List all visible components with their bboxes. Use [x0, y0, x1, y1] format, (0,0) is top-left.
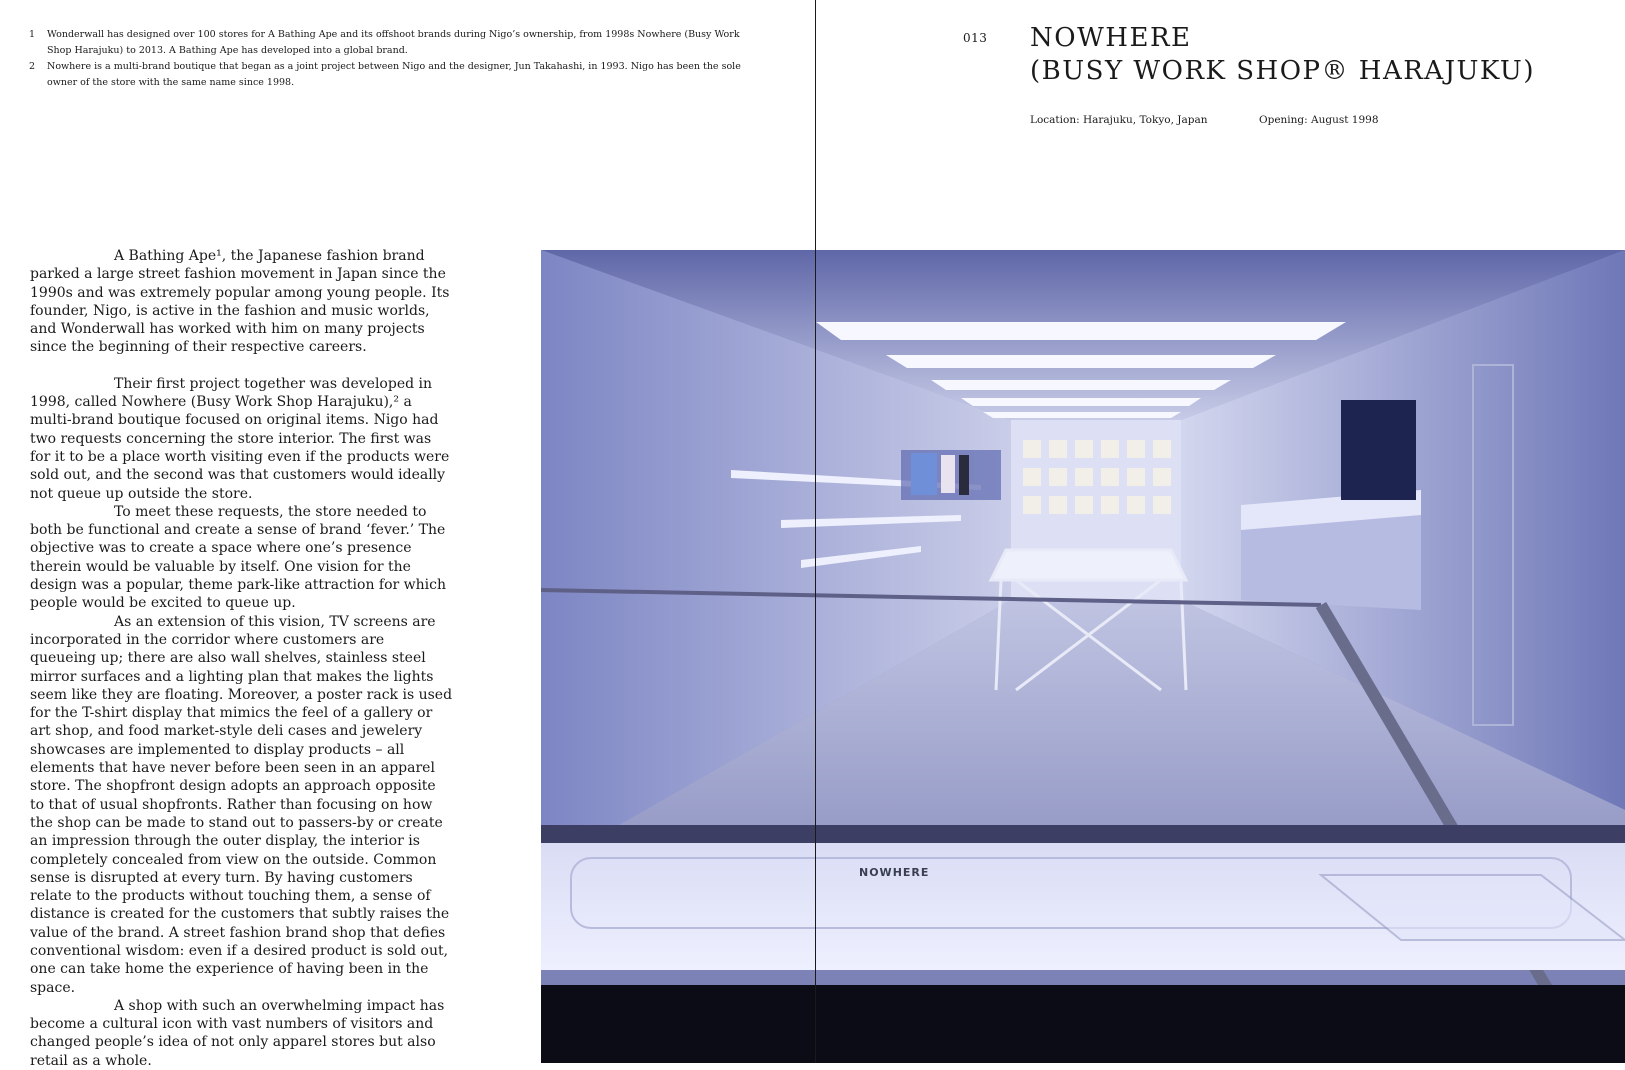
paragraph: To meet these requests, the store needed to both be functional and create a sense of brand ‘fever.’ The objective was to create a space where one’s presence therein would be valuable by itself. One vision for the design was a popular, theme park-like attraction for which people would be excited to queue up. — [30, 503, 446, 612]
footnote-text: Nowhere is a multi-brand boutique that began as a joint project between Nigo and the designer, Jun Takahashi, in 1993. Nigo has been the sole owner of the store with the same name since 1998. — [47, 61, 741, 88]
footnote-text: Wonderwall has designed over 100 stores for A Bathing Ape and its offshoot brands during Nigo’s ownership, from 1998s Nowhere (Busy Work Shop Harajuku) to 2013. A Bathing Ape has developed into a global brand. — [47, 29, 740, 56]
footnote-number: 2 — [29, 61, 36, 72]
paragraph: A Bathing Ape¹, the Japanese fashion brand parked a large street fashion movement in Japan since the 1990s and was extremely popular among young people. Its founder, Nigo, is active in the fashion and music worlds, and Wonderwall has worked with him on many projects since the beginning of their respective careers. — [30, 248, 450, 356]
page-number: 013 — [963, 31, 988, 45]
paragraph: Their first project together was developed in 1998, called Nowhere (Busy Work Shop Harajuku),² a multi-brand boutique focused on original items. Nigo had two requests concerning the store interior. The first was for it to be a place worth visiting even if the products were sold out, and the second was that customers would ideally not queue up outside the store. — [30, 375, 450, 502]
paragraph: A shop with such an overwhelming impact has become a cultural icon with vast numbers of visitors and changed people’s idea of not only apparel stores but also retail as a whole. — [30, 997, 445, 1069]
footnote-1 — [29, 27, 741, 59]
opening-text: Opening: August 1998 — [1259, 114, 1379, 126]
footnote-2 — [29, 59, 741, 91]
page-gutter — [815, 0, 816, 1063]
store-sign-text: NOWHERE — [859, 866, 930, 879]
page-title — [1030, 22, 1535, 88]
paragraph: As an extension of this vision, TV screens are incorporated in the corridor where customers are queueing up; there are also wall shelves, stainless steel mirror surfaces and a lighting plan that makes the lights seem like they are floating. Moreover, a poster rack is used for the T-shirt display that mimics the feel of a gallery or art shop, and food market-style deli cases and jewelery showcases are implemented to display products – all elements that have never before been seen in an apparel store. The shopfront design adopts an approach opposite to that of usual shopfronts. Rather than focusing on how the shop can be made to stand out to passers-by or create an impression through the outer display, the interior is completely concealed from view on the outside. Common sense is disrupted at every turn. By having customers relate to the products without touching them, a sense of distance is created for the customers that subtly raises the value of the brand. A street fashion brand shop that defies conventional wisdom: even if a desired product is sold out, one can take home the experience of having been in the space. — [30, 613, 453, 996]
store-interior-photo — [541, 250, 1625, 1063]
footnote-number: 1 — [29, 29, 36, 40]
location-text: Location: Harajuku, Tokyo, Japan — [1030, 114, 1208, 126]
footnotes — [29, 27, 741, 91]
title-line: (BUSY WORK SHOP® HARAJUKU) — [1030, 56, 1535, 86]
title-line: NOWHERE — [1030, 23, 1192, 53]
body-text — [30, 247, 454, 1070]
